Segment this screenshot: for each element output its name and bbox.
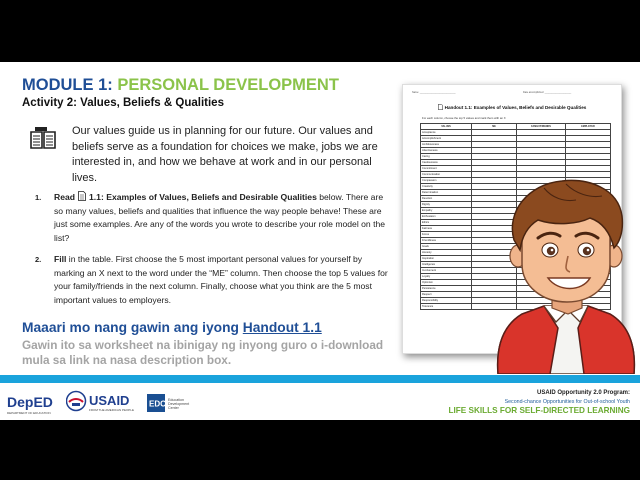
handout-title-text: Handout 1.1: Examples of Values, Beliefs and Desirable Qualities	[444, 105, 587, 110]
value-cell: Cautiousness	[421, 160, 472, 166]
value-cell: Respect	[421, 292, 472, 298]
svg-text:Center: Center	[168, 406, 179, 410]
value-cell: Persistence	[421, 286, 472, 292]
value-cell: Ambitiousness	[421, 142, 472, 148]
svg-text:EDC: EDC	[149, 399, 166, 409]
value-cell: Acceptance	[421, 130, 472, 136]
handout-instruction: For each column, choose the top 5 values and mark them with an X	[422, 116, 506, 120]
step-1	[35, 191, 390, 251]
value-cell: Dignity	[421, 202, 472, 208]
value-cell: Devotion	[421, 196, 472, 202]
value-cell: Fairness	[421, 226, 472, 232]
value-cell: Intelligence	[421, 262, 472, 268]
intro-text: Our values guide us in planning for our future. Our values and beliefs serve as a foundation for choices we make, jobs we are interested in, and how we behave at work and in our personal lives.	[72, 125, 378, 184]
svg-text:FROM THE AMERICAN PEOPLE: FROM THE AMERICAN PEOPLE	[89, 408, 134, 412]
edc-logo	[147, 394, 203, 412]
value-cell: Creativity	[421, 184, 472, 190]
handout-date-label: Date accomplished: ____________________	[523, 91, 572, 94]
value-cell: Inspiration	[421, 256, 472, 262]
step-verb: Fill	[54, 254, 67, 264]
value-cell: Responsibility	[421, 298, 472, 304]
svg-text:Development: Development	[168, 402, 190, 406]
step-verb: Read	[54, 192, 76, 202]
value-cell: Ethics	[421, 220, 472, 226]
value-cell: Attentiveness	[421, 148, 472, 154]
value-cell: Communication	[421, 172, 472, 178]
step-number: 2.	[35, 255, 42, 264]
column-header: EMPLOYER	[566, 124, 611, 130]
handout-reference: 1.1: Examples of Values, Beliefs and Desirable Qualities	[89, 192, 317, 202]
value-cell: Goals	[421, 244, 472, 250]
svg-text:DepED: DepED	[7, 394, 53, 410]
module-title	[22, 76, 339, 95]
program-tagline: LIFE SKILLS FOR SELF-DIRECTED LEARNING	[448, 406, 630, 415]
slide	[0, 62, 640, 420]
gawin-note: Gawin ito sa worksheet na ibinigay ng inyong guro o i-download mula sa link na nasa description box.	[22, 338, 384, 367]
cartoon-character	[492, 178, 640, 374]
program-subtitle: Second-chance Opportunities for Out-of-school Youth	[504, 399, 630, 405]
svg-text:Education: Education	[168, 398, 184, 402]
deped-logo	[7, 392, 53, 416]
value-cell: Accomplishment	[421, 136, 472, 142]
program-title: USAID Opportunity 2.0 Program:	[536, 390, 630, 396]
column-header: VALUES	[421, 124, 472, 130]
value-cell: Compassion	[421, 178, 472, 184]
step-number: 1.	[35, 193, 42, 202]
open-book-icon	[30, 127, 56, 149]
handout-name-label: Name: ___________________________	[412, 91, 456, 94]
maaari-heading	[22, 320, 322, 335]
handout-title	[403, 104, 621, 110]
module-name: PERSONAL DEVELOPMENT	[117, 76, 339, 94]
value-cell: Honesty	[421, 250, 472, 256]
column-header: FAMILY/FRIENDS	[517, 124, 566, 130]
svg-text:DEPARTMENT OF EDUCATION: DEPARTMENT OF EDUCATION	[7, 411, 51, 415]
value-cell: Involvement	[421, 268, 472, 274]
step-text: in the table. First choose the 5 most important personal values for yourself by marking an X next to the word under the “ME” column. Then choose the top 5 values for your family/friends in the next column. Finally, choose what you think are the 5 most important values to employers.	[54, 254, 388, 305]
maaari-text: Maaari mo nang gawin ang iyong	[22, 320, 243, 335]
step-2	[35, 253, 390, 313]
value-cell: Tolerance	[421, 304, 472, 310]
activity-title: Activity 2: Values, Beliefs & Qualities	[22, 97, 224, 109]
module-prefix: MODULE 1:	[22, 76, 113, 94]
value-cell: Enthusiasm	[421, 214, 472, 220]
value-cell: Friendliness	[421, 238, 472, 244]
usaid-logo	[66, 390, 134, 414]
document-icon	[78, 191, 86, 201]
value-cell: Commitment	[421, 166, 472, 172]
value-cell: Empathy	[421, 208, 472, 214]
document-icon	[438, 104, 443, 110]
value-cell: Determination	[421, 190, 472, 196]
step-text: below. There are so many values, beliefs and qualities that influence the way people behave! These are just some examples. Are any of the words you wrote to describe your role model on the list?	[54, 192, 386, 243]
value-cell: Optimism	[421, 280, 472, 286]
handout-link[interactable]: Handout 1.1	[242, 320, 322, 335]
footer-bar	[0, 375, 640, 383]
value-cell: Caring	[421, 154, 472, 160]
value-cell: Focus	[421, 232, 472, 238]
svg-text:USAID: USAID	[89, 393, 130, 408]
column-header: ME	[472, 124, 517, 130]
value-cell: Loyalty	[421, 274, 472, 280]
